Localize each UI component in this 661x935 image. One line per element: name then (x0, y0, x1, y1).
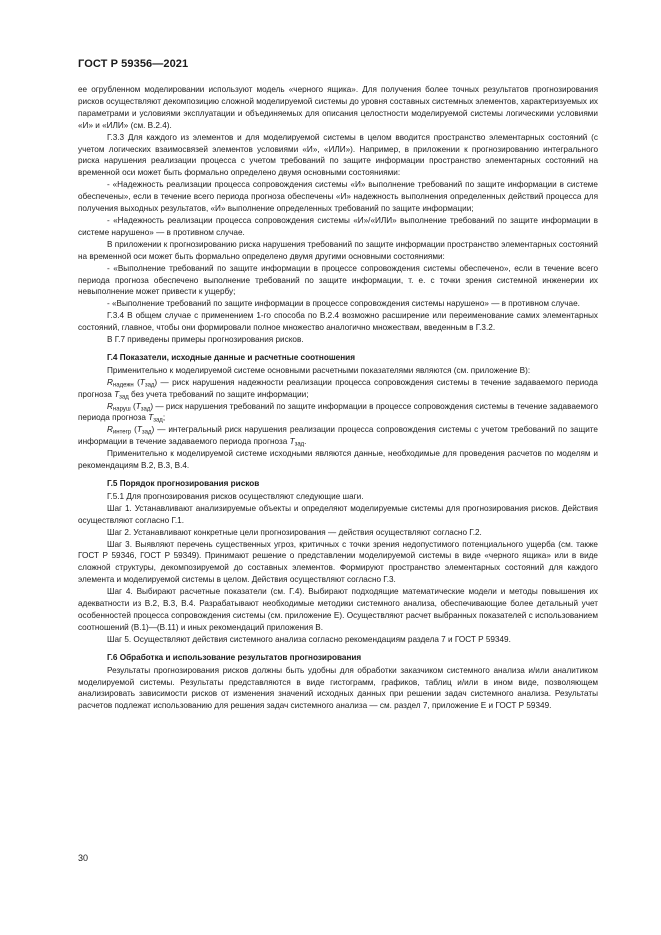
paragraph: Шаг 5. Осуществляют действия системного анализа согласно рекомендациям раздела 7 и ГОСТ Р 59349. (107, 634, 511, 644)
formula-paragraph: $R_{наруш}$ $(T_{зад})$ — риск нарушения требований по защите информации в процессе сопровождения системы в течение задаваемого периода прогноза $T_{зад}$; (78, 401, 598, 424)
formula-paragraph: $R_{надежн}$ $(T_{зад})$ — риск нарушения надежности реализации процесса сопровождения системы в течение задаваемого периода прогноза $T_{зад}$ без учета требований по защите информации; (78, 377, 598, 401)
paragraph: Г.5.1 Для прогнозирования рисков осуществляют следующие шаги. (107, 491, 364, 501)
sub-label: надежн (112, 382, 134, 389)
paragraph: Шаг 3. Выявляют перечень существенных угроз, критичных с точки зрения недопустимого потенциального ущерба (см. также ГОСТ Р 59346, ГОСТ Р 59349). Принимают решение о представлении моделируемой системы в виде «черного ящика» или в виде сложной структуры, декомпозируемой до составных элементов. Формируют пространство элементарных состояний для каждого элемента и моделируемой системы в целом. Действия осуществляют согласно Г.3. (78, 539, 598, 585)
page-number: 30 (78, 853, 89, 863)
paragraph: Г.3.4 В общем случае с применением 1-го способа по В.2.4 возможно расширение или переименование самих элементарных состояний, главное, чтобы они формировали полное множество аналогично множествам, введенным в Г.3.2. (78, 311, 598, 333)
paragraph: Применительно к моделируемой системе основными расчетными показателями являются (см. приложение В): (107, 365, 531, 375)
paragraph: Применительно к моделируемой системе исходными являются данные, необходимые для проведения расчетов по моделям и рекомендациям В.2, В.3, В.4. (78, 449, 598, 471)
formula-paragraph: $R_{интегр}$ $(T_{зад})$ — интегральный риск нарушения реализации процесса сопровождения системы с учетом требований по защите информации в течение задаваемого периода прогноза $T_{зад}$. (78, 425, 598, 448)
paragraph: Результаты прогнозирования рисков должны быть удобны для обработки заказчиком системного анализа и/или аналитиком моделируемой системы. Результаты представляются в виде гистограмм, графиков, таблиц и/или в ином виде, позволяющем анализировать зависимости рисков от изменения значений исходных данных при решении задач системного анализа. Результаты расчетов подлежат использованию для решения задач системного анализа — см. раздел 7, приложение Е и ГОСТ Р 59349. (78, 665, 598, 711)
paragraph: Шаг 4. Выбирают расчетные показатели (см. Г.4). Выбирают подходящие математические модели и методы повышения их адекватности из В.2, В.3, В.4. Разрабатывают необходимые методики системного анализа, обеспечивающие более детальный учет особенностей процесса сопровождения системы (см. приложение Е). Осуществляют расчет выбранных показателей с использованием соотношений (В.1)—(В.11) и иных рекомендаций приложения В. (78, 587, 598, 632)
paragraph: - «Надежность реализации процесса сопровождения системы «И»/«ИЛИ» выполнение требований по защите информации в системе нарушено» — в противном случае. (78, 215, 598, 237)
document-header: ГОСТ Р 59356—2021 (78, 58, 189, 70)
section-heading: Г.6 Обработка и использование результатов прогнозирования (107, 652, 362, 662)
paragraph: Шаг 1. Устанавливают анализируемые объекты и определяют моделируемые системы для прогнозирования рисков. Действия осуществляют согласно Г.1. (78, 503, 598, 525)
var-r: R (107, 377, 113, 387)
paragraph: ее огрубленном моделировании используют модель «черного ящика». Для получения более точных результатов прогнозирования рисков осуществляют декомпозицию сложной моделируемой системы до уровня составных системных элементов, характеризуемых их параметрами и условиями эксплуатации и объединяемых для описания целостности моделируемой системы логическими условиями «И» и «ИЛИ» (см. В.2.4). (78, 85, 598, 130)
body-text (78, 84, 598, 712)
paragraph: - «Надежность реализации процесса сопровождения системы «И» выполнение требований по защите информации в системе обеспечены», если в течение всего периода прогноза обеспечены «И» надежность выполнения определенных действий процесса для получения выходных результатов, «И» выполнение определенных требований по защите информации; (78, 180, 598, 214)
section-heading: Г.4 Показатели, исходные данные и расчетные соотношения (107, 352, 355, 362)
paragraph: В Г.7 приведены примеры прогнозирования рисков. (107, 335, 304, 345)
paragraph: - «Выполнение требований по защите информации в процессе сопровождения системы обеспечено», если в течение всего периода прогноза обеспечено выполнение требований по защите информации, т. е. с точки зрения системной инженерии их невыполнение может привести к ущербу; (78, 263, 598, 297)
paragraph: Г.3.3 Для каждого из элементов и для моделируемой системы в целом вводится пространство элементарных состояний (с учетом логических взаимосвязей элементов условиями «И», «ИЛИ»). Например, в приложении к прогнозированию интегрального риска нарушения реализации процесса с учетом требований по защите информации пространство элементарных состояний на временной оси может быть формально определено двумя основными состояниями: (78, 132, 598, 178)
paragraph: Шаг 2. Устанавливают конкретные цели прогнозирования — действия осуществляют согласно Г.2. (107, 527, 482, 537)
sub-label: зад (144, 382, 155, 389)
section-heading: Г.5 Порядок прогнозирования рисков (107, 479, 260, 488)
paragraph: В приложении к прогнозированию риска нарушения требований по защите информации пространство элементарных состояний на временной оси может быть формально определено двумя другими основными состояниями: (78, 239, 598, 261)
paragraph: - «Выполнение требований по защите информации в процессе сопровождения системы нарушено» — в противном случае. (107, 299, 580, 309)
var-t: T (139, 377, 145, 387)
